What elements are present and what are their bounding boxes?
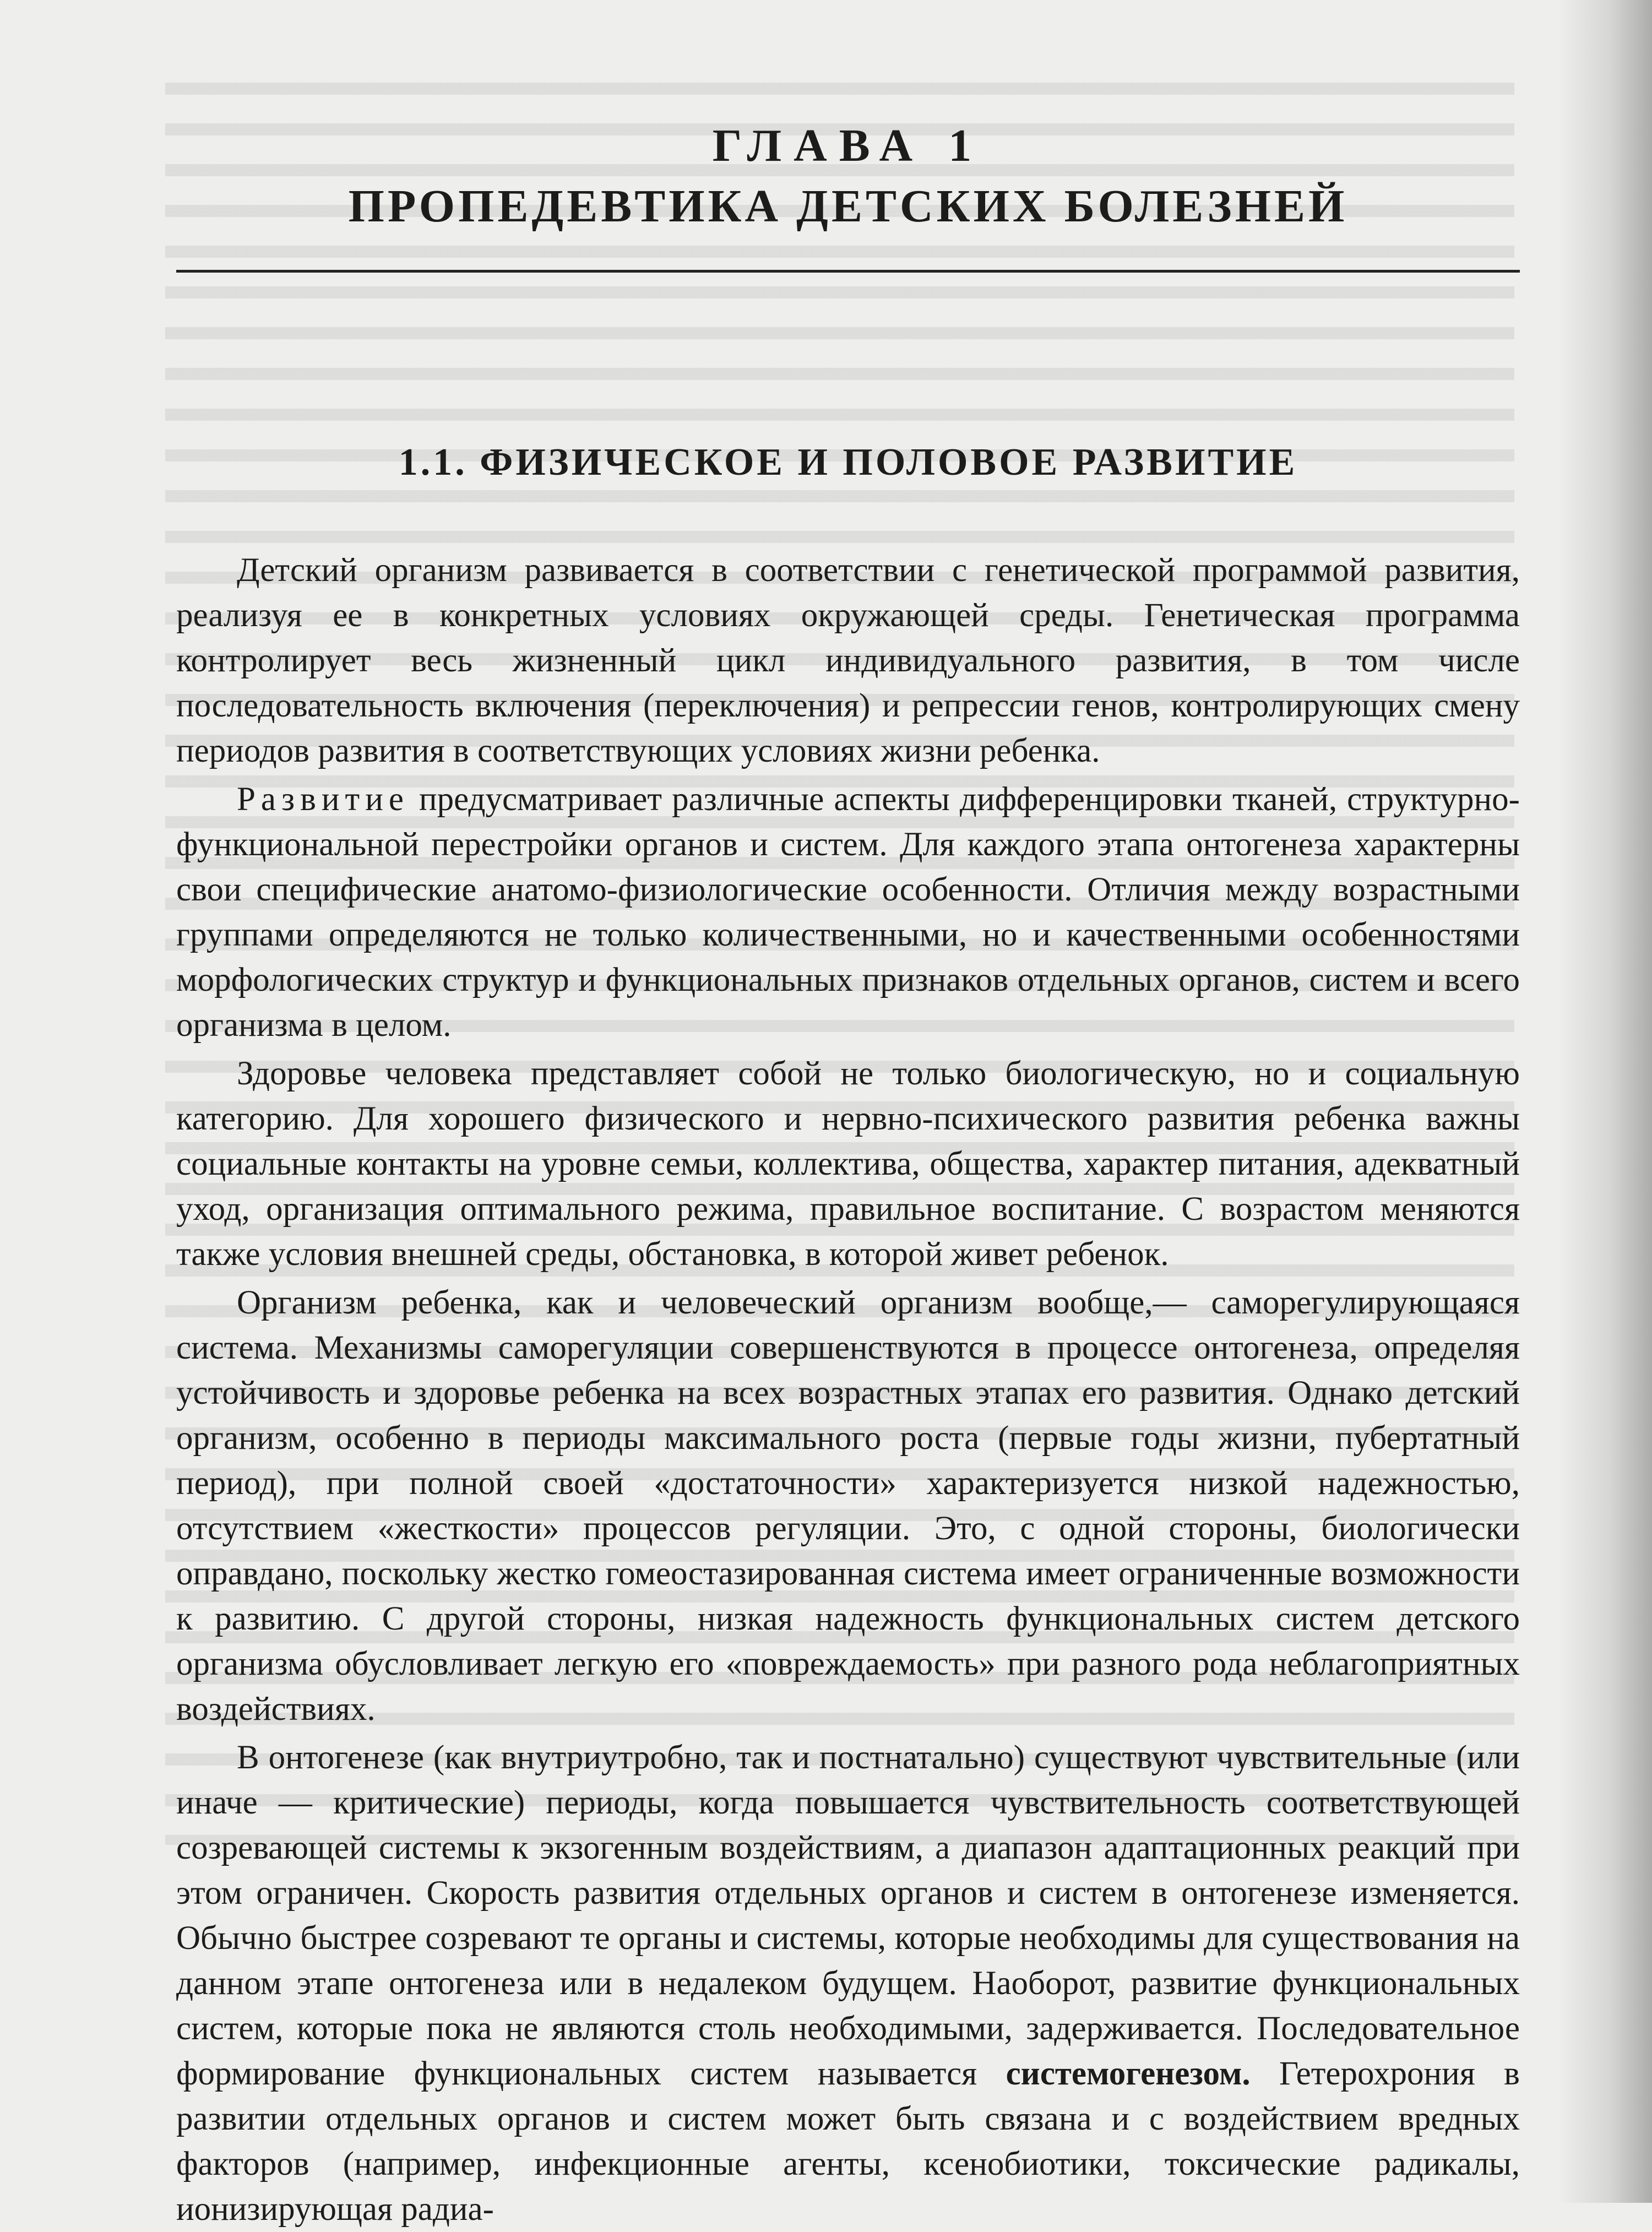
paragraph-2-text: предусматривает различные аспекты дифференцировки тканей, структурно-функциональной перестройки органов и систем. Для каждого этапа онтогенеза характерны свои специфические анатомо-физиологические особенности. Отличия между возрастными группами определяются не только количественными, но и качественными особенностями морфологических структур и функциональных признаков отдельных органов, систем и всего организма в целом. [176, 781, 1520, 1044]
paragraph-5 [176, 1735, 1520, 2232]
paragraph-2 [176, 777, 1520, 1048]
section-title: 1.1. ФИЗИЧЕСКОЕ И ПОЛОВОЕ РАЗВИТИЕ [398, 441, 1298, 484]
paragraph-5-text-before: В онтогенезе (как внутриутробно, так и постнатально) существуют чувствительные (или иначе — критические) периоды, когда повышается чувствительность соответствующей созревающей системы к экзогенным воздействиям, а диапазон адаптационных реакций при этом ограничен. Скорость развития отдельных органов и систем в онтогенезе изменяется. Обычно быстрее созревают те органы и системы, которые необходимы для существования на данном этапе онтогенеза или в недалеком будущем. Наоборот, развитие функциональных систем, которые пока не являются столь необходимыми, задерживается. Последовательное формирование функциональных систем называется [176, 1739, 1520, 2092]
paragraph-1 [176, 548, 1520, 774]
spaced-term: Развитие [237, 781, 409, 818]
paragraph-3-text: Здоровье человека представляет собой не только биологическую, но и социальную категорию. Для хорошего физического и нервно-психического развития ребенка важны социальные контакты на уровне семьи, коллектива, общества, характер питания, адекватный уход, организация оптимального режима, правильное воспитание. С возрастом меняются также условия внешней среды, обстановка, в которой живет ребенок. [176, 1055, 1520, 1273]
paragraph-5-text-after: Гетерохрония в развитии отдельных органов и систем может быть связана и с воздействием вредных факторов (например, инфекционные агенты, ксенобиотики, токсические радикалы, ионизирующая радиа- [176, 2055, 1520, 2228]
chapter-title: ПРОПЕДЕВТИКА ДЕТСКИХ БОЛЕЗНЕЙ [348, 181, 1348, 232]
bold-term: системогенезом. [1006, 2055, 1251, 2092]
paragraph-4 [176, 1280, 1520, 1732]
paragraph-3 [176, 1051, 1520, 1277]
body-text [176, 548, 1520, 2232]
paragraph-4-text: Организм ребенка, как и человеческий организм вообще,— саморегулирующаяся система. Механизмы саморегуляции совершенствуются в процессе онтогенеза, определяя устойчивость и здоровье ребенка на всех возрастных этапах его развития. Однако детский организм, особенно в периоды максимального роста (первые годы жизни, пубертатный период), при полной своей «достаточности» характеризуется низкой надежностью, отсутствием «жесткости» процессов регуляции. Это, с одной стороны, биологически оправдано, поскольку жестко гомеостазированная система имеет ограниченные возможности к развитию. С другой стороны, низкая надежность функциональных систем детского организма обусловливает легкую его «повреждаемость» при разного рода неблагоприятных воздействиях. [176, 1284, 1520, 1728]
chapter-heading [176, 116, 1520, 237]
chapter-divider [176, 270, 1520, 273]
chapter-label: ГЛАВА 1 [712, 120, 984, 171]
page-edge-shadow [1558, 0, 1652, 2203]
paragraph-1-text: Детский организм развивается в соответствии с генетической программой развития, реализуя ее в конкретных условиях окружающей среды. Генетическая программа контролирует весь жизненный цикл индивидуального развития, в том числе последовательность включения (переключения) и репрессии генов, контролирующих смену периодов развития в соответствующих условиях жизни ребенка. [176, 552, 1520, 769]
